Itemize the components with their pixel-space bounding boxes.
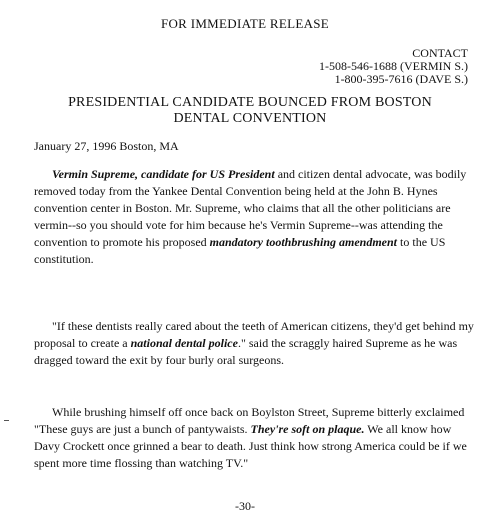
contact-block [319, 47, 468, 86]
paragraph-1-text-a: and citizen dental advocate, was bodily removed today from the Yankee Dental Convention being held at the John B. Hynes convention center in Boston. Mr. Supreme, who claims that all the other politicians are vermin--so you should vote for him because he's Vermin Supreme--was attending the convention to promote his proposed [34, 167, 467, 249]
paragraph-2-text-a: "If these dentists really cared about the teeth of American citizens, they'd get behind my proposal to create a [34, 319, 474, 350]
dateline: January 27, 1996 Boston, MA [34, 139, 179, 153]
headline-line-1: PRESIDENTIAL CANDIDATE BOUNCED FROM BOSTON [68, 95, 432, 110]
contact-phone-vermin: 1-508-546-1688 (VERMIN S.) [319, 59, 468, 73]
emphasis-plaque: They're soft on plaque. [250, 422, 365, 436]
paragraph-2 [34, 318, 474, 369]
headline [40, 95, 460, 127]
contact-phone-dave: 1-800-395-7616 (DAVE S.) [334, 72, 468, 86]
paragraph-1 [34, 166, 474, 268]
emphasis-candidate: Vermin Supreme, candidate for US President [52, 167, 275, 181]
paragraph-2-text-b: ." said the scraggly haired Supreme as he was dragged toward the exit by four burly oral surgeons. [34, 336, 458, 367]
emphasis-amendment: mandatory toothbrushing amendment [209, 235, 398, 249]
headline-line-2: DENTAL CONVENTION [173, 111, 327, 126]
margin-mark [4, 420, 9, 421]
paragraph-3-text-b: We all know how Davy Crockett once grinned a bear to death. Just think how strong America could be if we spent more time flossing than watching TV." [34, 422, 467, 470]
page-end-mark: -30- [235, 499, 255, 513]
paragraph-3-text-a: While brushing himself off once back on Boylston Street, Supreme bitterly exclaimed "These guys are just a bunch of pantywaists. [34, 405, 465, 436]
emphasis-dental-police: national dental police [130, 336, 238, 350]
paragraph-1-text-b: to the US constitution. [34, 235, 446, 266]
contact-label: CONTACT [412, 46, 468, 60]
paragraph-3 [34, 404, 474, 472]
release-header: FOR IMMEDIATE RELEASE [160, 16, 330, 31]
